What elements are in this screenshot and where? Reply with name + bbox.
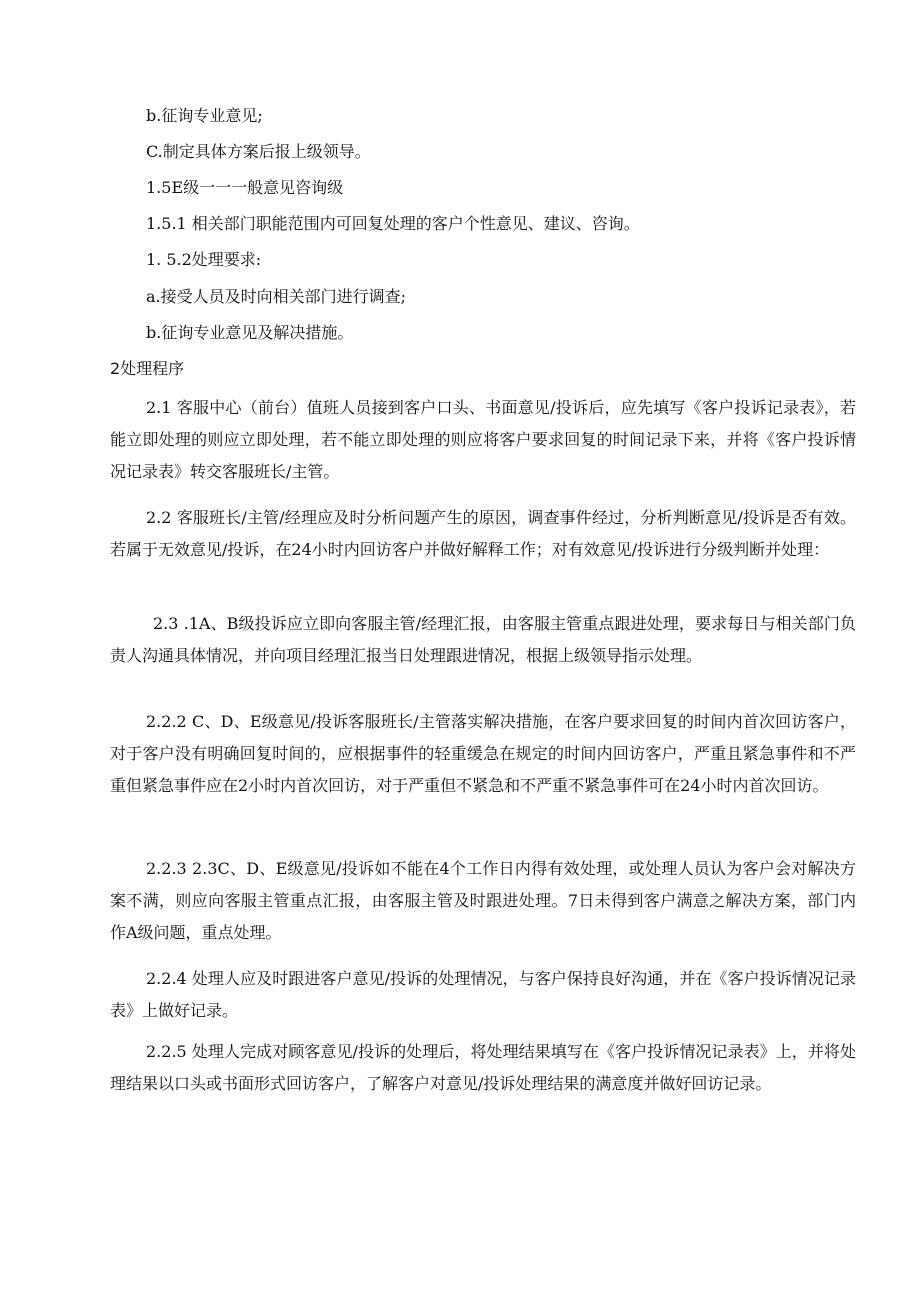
list-item-b-expert-opinion: b.征询专业意见; [146,106,263,125]
list-item-a-investigation: a.接受人员及时向相关部门进行调查; [146,287,407,306]
section-heading-processing-procedure: 2处理程序 [110,359,185,378]
list-item-b-solutions: b.征询专业意见及解决措施。 [146,323,354,342]
paragraph-2-3-1: 2.3 .1A、B级投诉应立即向客服主管/经理汇报，由客服主管重点跟进处理，要求每日与相关部门负责人沟通具体情况，并向项目经理汇报当日处理跟进情况，根据上级领导指示处理。 [110,614,856,665]
paragraph-2-1: 2.1 客服中心（前台）值班人员接到客户口头、书面意见/投诉后，应先填写《客户投诉记录表》，若能立即处理的则应立即处理，若不能立即处理的则应将客户要求回复的时间记录下来，并将《客户投诉情况记录表》转交客服班长/主管。 [110,398,856,481]
paragraph-2-2: 2.2 客服班长/主管/经理应及时分析问题产生的原因，调查事件经过，分析判断意见/投诉是否有效。若属于无效意见/投诉，在24小时内回访客户并做好解释工作；对有效意见/投诉进行分级判断并处理： [110,508,856,559]
paragraph-2-2-4: 2.2.4 处理人应及时跟进客户意见/投诉的处理情况，与客户保持良好沟通，并在《客户投诉情况记录表》上做好记录。 [110,969,856,1020]
paragraph-2-2-5: 2.2.5 处理人完成对顾客意见/投诉的处理后，将处理结果填写在《客户投诉情况记录表》上，并将处理结果以口头或书面形式回访客户，了解客户对意见/投诉处理结果的满意度并做好回访记录。 [110,1042,856,1093]
paragraph-2-2-3: 2.2.3 2.3C、D、E级意见/投诉如不能在4个工作日内得有效处理，或处理人员认为客户会对解决方案不满，则应向客服主管重点汇报，由客服主管及时跟进处理。7日未得到客户满意之解决方案，部门内作A级问题，重点处理。 [110,859,856,942]
item-1-5-1: 1.5.1 相关部门职能范围内可回复处理的客户个性意见、建议、咨询。 [146,214,640,233]
paragraph-2-2-2: 2.2.2 C、D、E级意见/投诉客服班长/主管落实解决措施，在客户要求回复的时间内首次回访客户，对于客户没有明确回复时间的，应根据事件的轻重缓急在规定的时间内回访客户，严重且紧急事件和不严重但紧急事件应在2小时内首次回访，对于严重但不紧急和不严重不紧急事件可在24小时内首次回访。 [110,712,856,795]
item-1-5-2: 1. 5.2处理要求: [146,250,262,269]
list-item-c-plan: C.制定具体方案后报上级领导。 [146,142,371,161]
section-title-e-level: 1.5E级一一一般意见咨询级 [146,178,344,197]
